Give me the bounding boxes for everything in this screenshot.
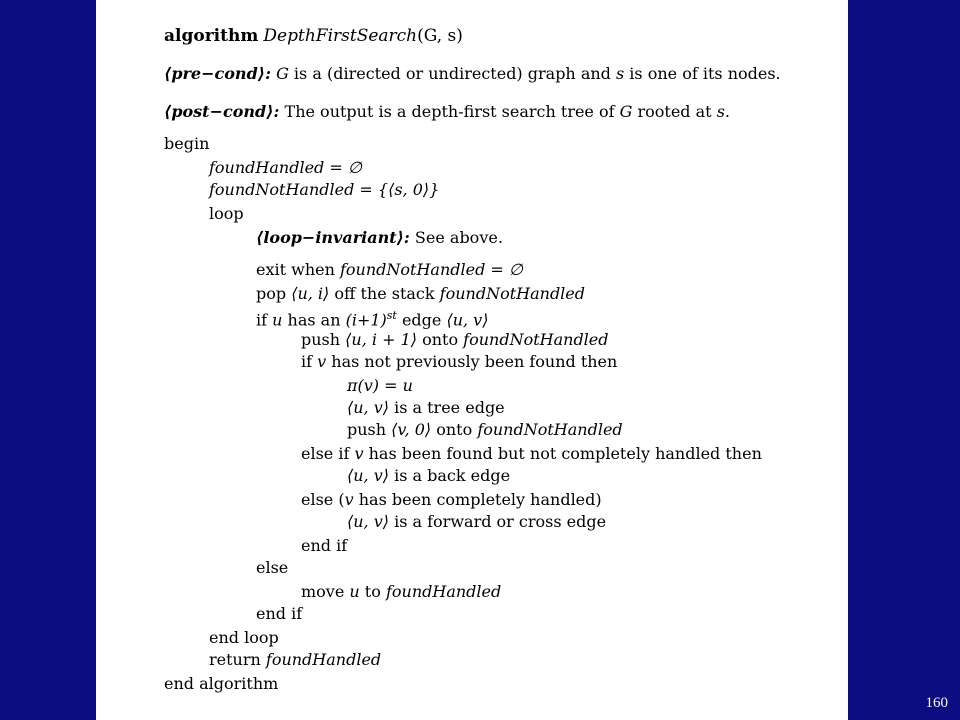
pre-cond-text-2: is one of its nodes.	[624, 64, 781, 83]
post-cond-text-2: rooted at	[632, 102, 717, 121]
code-found-handled: foundHandled = ∅	[209, 158, 362, 177]
code-text: has been completely handled)	[353, 490, 602, 509]
code-return	[209, 650, 381, 670]
code-else-if	[301, 444, 762, 464]
code-pop	[256, 284, 585, 304]
var-g: G	[619, 102, 633, 121]
code-end-loop: end loop	[209, 628, 279, 647]
var-s: s	[716, 102, 725, 121]
code-if-v	[301, 352, 617, 372]
code-text: push	[347, 420, 392, 439]
code-text: if	[301, 352, 318, 371]
code-text: has an	[282, 310, 346, 330]
post-cond-text: The output is a depth-first search tree of	[279, 102, 620, 121]
var-g: G	[276, 64, 289, 83]
code-expr: u	[349, 582, 360, 601]
code-end-if-inner: end if	[301, 536, 348, 555]
code-expr: (i+1)	[345, 310, 387, 330]
document-page	[96, 0, 848, 720]
code-if-u	[256, 306, 488, 330]
pre-condition	[164, 64, 781, 84]
code-tree-edge	[347, 398, 505, 418]
code-text: else if	[301, 444, 355, 463]
code-move	[301, 582, 501, 602]
code-text: has not previously been found then	[326, 352, 618, 371]
algorithm-header	[164, 26, 463, 46]
var-s: s	[616, 64, 625, 83]
code-push	[301, 330, 609, 350]
code-expr: ⟨u, v⟩	[347, 512, 389, 531]
code-back-edge	[347, 466, 510, 486]
code-text: is a tree edge	[389, 398, 505, 417]
code-text: push	[301, 330, 346, 349]
code-forward-edge	[347, 512, 606, 532]
code-expr: ⟨u, v⟩	[347, 466, 389, 485]
code-exit-when	[256, 260, 523, 280]
code-expr: ⟨u, i⟩	[291, 284, 330, 303]
pre-cond-label: ⟨pre−cond⟩:	[164, 64, 271, 83]
code-expr: foundNotHandled = ∅	[339, 260, 523, 279]
code-expr: foundNotHandled	[463, 330, 609, 349]
code-expr: foundHandled	[385, 582, 502, 601]
pre-cond-text: is a (directed or undirected) graph and	[288, 64, 616, 83]
algorithm-name: DepthFirstSearch	[263, 26, 418, 46]
code-end-if-outer: end if	[256, 604, 303, 623]
code-expr: foundNotHandled	[477, 420, 623, 439]
code-expr: ⟨u, v⟩	[446, 310, 489, 330]
code-expr: ⟨u, i + 1⟩	[345, 330, 417, 349]
post-cond-text-3: .	[724, 102, 730, 121]
loop-invariant-text: See above.	[409, 228, 503, 247]
code-text: move	[301, 582, 350, 601]
code-end-algorithm: end algorithm	[164, 674, 279, 693]
code-text: off the stack	[329, 284, 440, 303]
post-cond-label: ⟨post−cond⟩:	[164, 102, 280, 121]
code-text: to	[359, 582, 386, 601]
loop-invariant	[256, 228, 503, 248]
code-expr: ⟨v, 0⟩	[391, 420, 432, 439]
code-text: is a back edge	[389, 466, 511, 485]
code-text: else (	[301, 490, 345, 509]
code-text: onto	[417, 330, 464, 349]
code-text: return	[209, 650, 266, 669]
code-expr: foundHandled	[265, 650, 382, 669]
code-push-v	[347, 420, 623, 440]
code-text: pop	[256, 284, 292, 303]
code-text: is a forward or cross edge	[389, 512, 607, 531]
code-expr: u	[272, 310, 283, 330]
code-loop: loop	[209, 204, 244, 223]
code-text: exit when	[256, 260, 340, 279]
code-pi: π(v) = u	[347, 376, 413, 395]
code-expr: v	[317, 352, 327, 371]
code-expr: v	[344, 490, 354, 509]
code-found-not-handled: foundNotHandled = {⟨s, 0⟩}	[209, 180, 440, 199]
code-expr: ⟨u, v⟩	[347, 398, 389, 417]
code-else: else	[256, 558, 289, 577]
slide-page-number: 160	[925, 695, 948, 711]
code-expr: foundNotHandled	[439, 284, 586, 303]
code-else-v	[301, 490, 602, 510]
code-text: edge	[396, 310, 447, 330]
keyword-algorithm: algorithm	[164, 26, 259, 46]
code-text: onto	[431, 420, 478, 439]
post-condition	[164, 102, 730, 122]
code-begin: begin	[164, 134, 210, 153]
loop-invariant-label: ⟨loop−invariant⟩:	[256, 228, 410, 247]
code-superscript: st	[386, 309, 397, 322]
code-text: has been found but not completely handled then	[363, 444, 762, 463]
code-expr: v	[354, 444, 364, 463]
code-text: if	[256, 310, 273, 330]
algorithm-args: (G, s)	[417, 26, 463, 46]
